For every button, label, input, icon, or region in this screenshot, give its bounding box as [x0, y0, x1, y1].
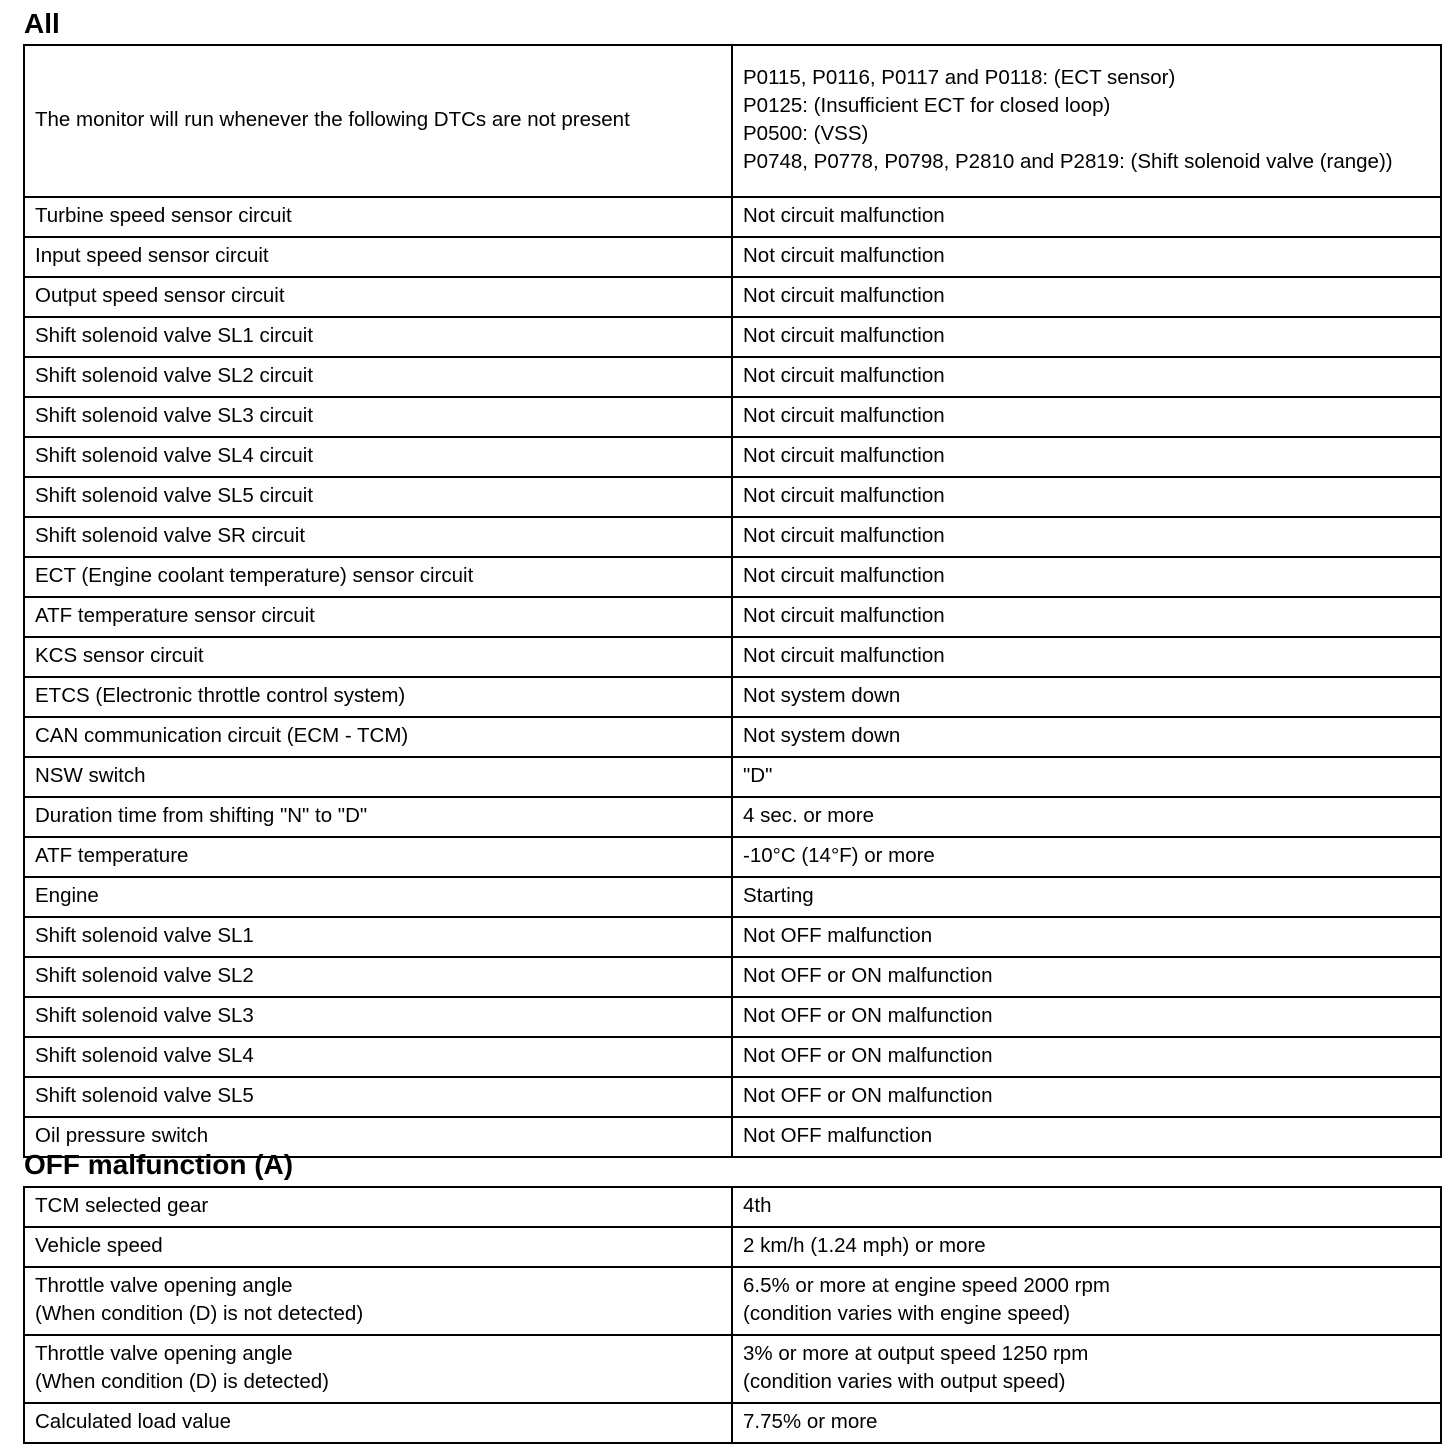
- condition-value: Not circuit malfunction: [732, 197, 1441, 237]
- table-row: [24, 237, 1441, 277]
- table-row: [24, 917, 1441, 957]
- table-row: [24, 437, 1441, 477]
- condition-item: Shift solenoid valve SL5: [24, 1077, 732, 1117]
- condition-item: Input speed sensor circuit: [24, 237, 732, 277]
- condition-value: Not circuit malfunction: [732, 277, 1441, 317]
- condition-value: Not OFF or ON malfunction: [732, 1077, 1441, 1117]
- condition-value: Not circuit malfunction: [732, 357, 1441, 397]
- condition-value: Not circuit malfunction: [732, 557, 1441, 597]
- condition-item: NSW switch: [24, 757, 732, 797]
- conditions-table-all: [23, 44, 1442, 1158]
- table-row: [24, 477, 1441, 517]
- condition-item: CAN communication circuit (ECM - TCM): [24, 717, 732, 757]
- condition-item: Shift solenoid valve SL5 circuit: [24, 477, 732, 517]
- table-row: [24, 877, 1441, 917]
- table-row: [24, 677, 1441, 717]
- table-row: [24, 997, 1441, 1037]
- condition-value: P0115, P0116, P0117 and P0118: (ECT sensor) P0125: (Insufficient ECT for closed loop) P0500: (VSS) P0748, P0778, P0798, P2810 and P2819: (Shift solenoid valve (range)): [732, 45, 1441, 197]
- condition-item: Duration time from shifting "N" to "D": [24, 797, 732, 837]
- table-row: [24, 637, 1441, 677]
- table-row: [24, 1403, 1441, 1443]
- condition-value: Not circuit malfunction: [732, 597, 1441, 637]
- table-row: [24, 1227, 1441, 1267]
- condition-value: Not circuit malfunction: [732, 517, 1441, 557]
- condition-item: ETCS (Electronic throttle control system): [24, 677, 732, 717]
- condition-item: Shift solenoid valve SL4: [24, 1037, 732, 1077]
- condition-item: ATF temperature: [24, 837, 732, 877]
- section-title-all: All: [24, 8, 60, 39]
- condition-value: Not circuit malfunction: [732, 237, 1441, 277]
- condition-item: Output speed sensor circuit: [24, 277, 732, 317]
- condition-value: 6.5% or more at engine speed 2000 rpm (condition varies with engine speed): [732, 1267, 1441, 1335]
- condition-item: The monitor will run whenever the following DTCs are not present: [24, 45, 732, 197]
- section-title-off-malfunction: OFF malfunction (A): [24, 1149, 294, 1180]
- conditions-table-off-malfunction-body: [24, 1187, 1441, 1443]
- condition-item: Shift solenoid valve SL4 circuit: [24, 437, 732, 477]
- condition-value: Not circuit malfunction: [732, 637, 1441, 677]
- condition-value: "D": [732, 757, 1441, 797]
- condition-item: Shift solenoid valve SL2: [24, 957, 732, 997]
- table-row: [24, 517, 1441, 557]
- condition-item: KCS sensor circuit: [24, 637, 732, 677]
- condition-item: Throttle valve opening angle (When condition (D) is detected): [24, 1335, 732, 1403]
- condition-value: 3% or more at output speed 1250 rpm (condition varies with output speed): [732, 1335, 1441, 1403]
- condition-item: Vehicle speed: [24, 1227, 732, 1267]
- condition-item: Shift solenoid valve SL1 circuit: [24, 317, 732, 357]
- condition-value: Not OFF or ON malfunction: [732, 997, 1441, 1037]
- condition-value: Not system down: [732, 717, 1441, 757]
- condition-item: Oil pressure switch: [24, 1117, 732, 1157]
- condition-item: Shift solenoid valve SL2 circuit: [24, 357, 732, 397]
- condition-value: 4th: [732, 1187, 1441, 1227]
- condition-value: Not circuit malfunction: [732, 317, 1441, 357]
- table-row: [24, 397, 1441, 437]
- condition-value: Not OFF or ON malfunction: [732, 957, 1441, 997]
- table-row: [24, 197, 1441, 237]
- condition-value: -10°C (14°F) or more: [732, 837, 1441, 877]
- table-row: [24, 1267, 1441, 1335]
- table-row: [24, 597, 1441, 637]
- table-row: [24, 957, 1441, 997]
- conditions-table-all-body: [24, 45, 1441, 1157]
- table-row: [24, 357, 1441, 397]
- condition-item: Calculated load value: [24, 1403, 732, 1443]
- condition-item: Engine: [24, 877, 732, 917]
- table-row: [24, 45, 1441, 197]
- condition-item: ECT (Engine coolant temperature) sensor circuit: [24, 557, 732, 597]
- table-row: [24, 797, 1441, 837]
- table-row: [24, 757, 1441, 797]
- table-row: [24, 1335, 1441, 1403]
- table-row: [24, 1077, 1441, 1117]
- condition-item: ATF temperature sensor circuit: [24, 597, 732, 637]
- condition-value: Not circuit malfunction: [732, 397, 1441, 437]
- condition-value: 4 sec. or more: [732, 797, 1441, 837]
- condition-value: Not OFF or ON malfunction: [732, 1037, 1441, 1077]
- table-row: [24, 837, 1441, 877]
- condition-value: Starting: [732, 877, 1441, 917]
- condition-value: Not OFF malfunction: [732, 1117, 1441, 1157]
- condition-value: 7.75% or more: [732, 1403, 1441, 1443]
- condition-item: Throttle valve opening angle (When condition (D) is not detected): [24, 1267, 732, 1335]
- table-row: [24, 277, 1441, 317]
- condition-item: Shift solenoid valve SL1: [24, 917, 732, 957]
- condition-value: Not OFF malfunction: [732, 917, 1441, 957]
- condition-value: Not circuit malfunction: [732, 437, 1441, 477]
- condition-item: TCM selected gear: [24, 1187, 732, 1227]
- condition-value: 2 km/h (1.24 mph) or more: [732, 1227, 1441, 1267]
- condition-item: Shift solenoid valve SL3: [24, 997, 732, 1037]
- table-row: [24, 317, 1441, 357]
- condition-item: Turbine speed sensor circuit: [24, 197, 732, 237]
- condition-item: Shift solenoid valve SR circuit: [24, 517, 732, 557]
- condition-value: Not system down: [732, 677, 1441, 717]
- table-row: [24, 1037, 1441, 1077]
- table-row: [24, 1187, 1441, 1227]
- table-row: [24, 557, 1441, 597]
- table-row: [24, 717, 1441, 757]
- condition-item: Shift solenoid valve SL3 circuit: [24, 397, 732, 437]
- conditions-table-off-malfunction: [23, 1186, 1442, 1444]
- condition-value: Not circuit malfunction: [732, 477, 1441, 517]
